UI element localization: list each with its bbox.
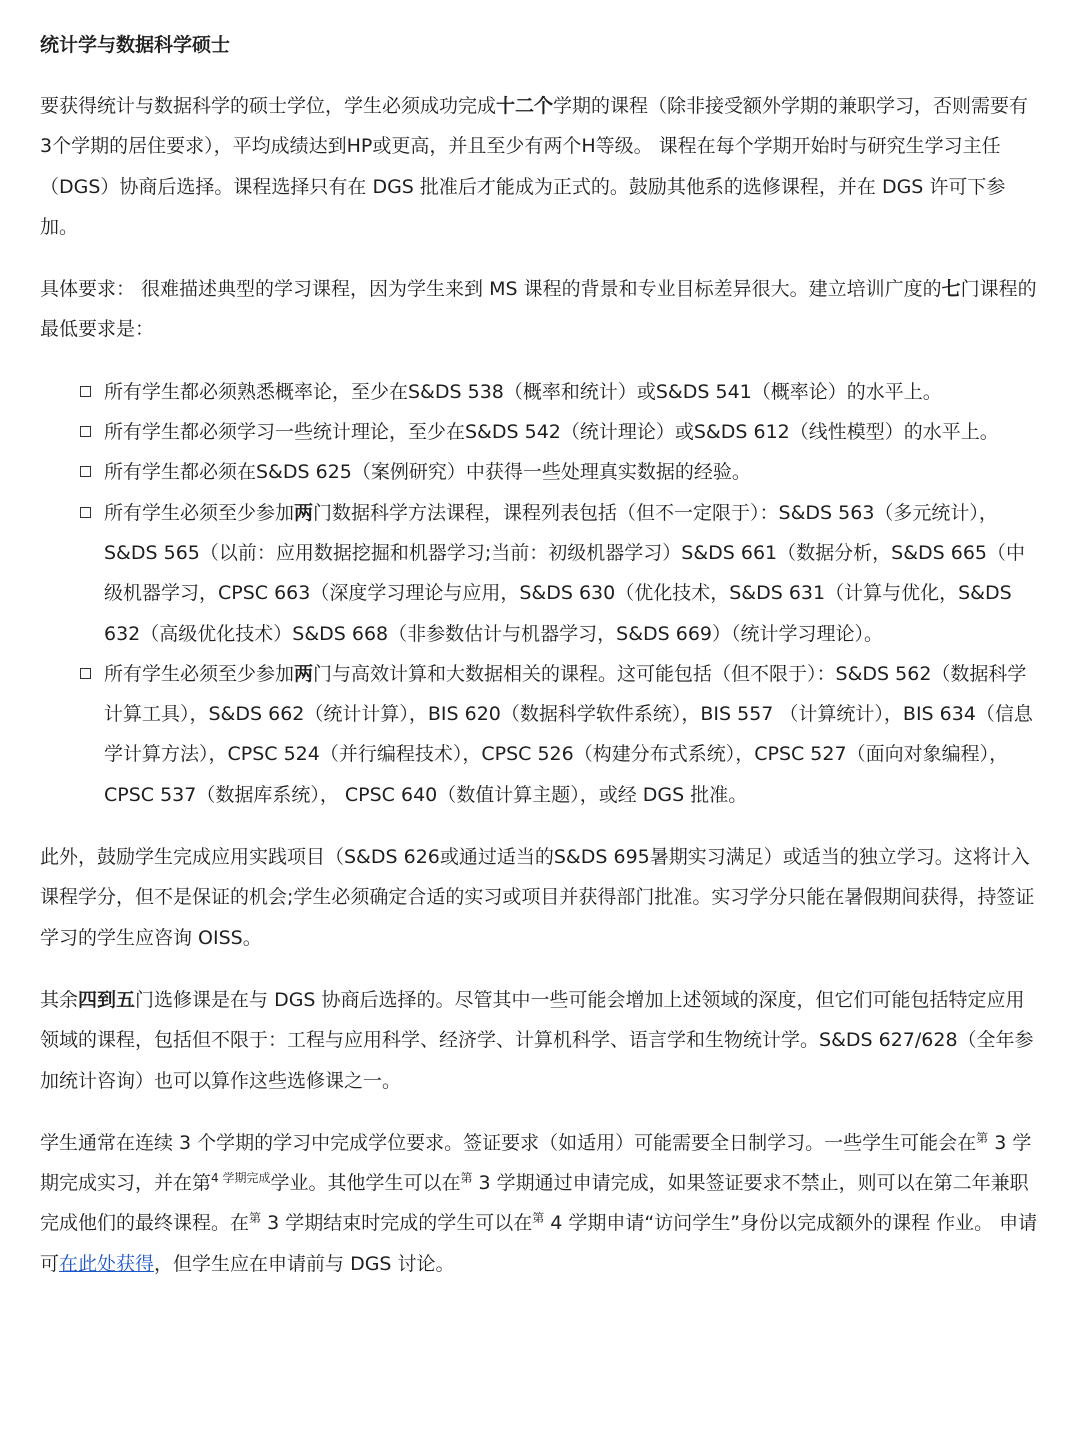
list-item: 所有学生都必须学习一些统计理论，至少在S&DS 542（统计理论）或S&DS 612（线性模型）的水平上。 [80,412,1040,452]
degree-requirements-paragraph: 要获得统计与数据科学的硕士学位，学生必须成功完成十二个学期的课程（除非接受额外学期的兼职学习，否则需要有3个学期的居住要求），平均成绩达到HP或更高，并且至少有两个H等级。 课程在每个学期开始时与研究生学习主任（DGS）协商后选择。课程选择只有在 DGS 批准后才能成为正式的。鼓励其他系的选修课程，并在 DGS 许可下参加。 [40,95,1029,238]
emphasis: 十二个 [496,95,554,117]
page-title: 统计学与数据科学硕士 [40,34,231,56]
list-item: 所有学生必须至少参加两门与高效计算和大数据相关的课程。这可能包括（但不限于）：S&DS 562（数据科学计算工具），S&DS 662（统计计算），BIS 620（数据科学软件系统），BIS 557 （计算统计），BIS 634（信息学计算方法），CPSC 524（并行编程技术），CPSC 526（构建分布式系统），CPSC 527（面向对象编程），CPSC 537（数据库系统）， CPSC 640（数值计算主题），或经 DGS 批准。 [80,654,1040,815]
application-link[interactable]: 在此处获得 [59,1252,155,1275]
emphasis: 四到五 [78,988,136,1011]
checkbox-bullet-icon [80,507,91,518]
checkbox-bullet-icon [80,386,91,397]
list-item: 所有学生必须至少参加两门数据科学方法课程，课程列表包括（但不一定限于）：S&DS 563（多元统计），S&DS 565（以前：应用数据挖掘和机器学习;当前：初级机器学习）S&DS 661（数据分析，S&DS 665（中级机器学习，CPSC 663（深度学习理论与应用，S&DS 630（优化技术，S&DS 631（计算与优化，S&DS 632（高级优化技术）S&DS 668（非参数估计与机器学习，S&DS 669）（统计学习理论）。 [80,493,1040,654]
emphasis: 七 [941,278,961,301]
practical-project-paragraph: 此外，鼓励学生完成应用实践项目（S&DS 626或通过适当的S&DS 695暑期实习满足）或适当的独立学习。这将计入课程学分，但不是保证的机会;学生必须确定合适的实习或项目并获得部门批准。实习学分只能在暑假期间获得，持签证学习的学生应咨询 OISS。 [40,846,1035,949]
electives-paragraph: 其余四到五门选修课是在与 DGS 协商后选择的。尽管其中一些可能会增加上述领域的深度，但它们可能包括特定应用领域的课程，包括但不限于：工程与应用科学、经济学、计算机科学、语言学和生物统计学。S&DS 627/628（全年参加统计咨询）也可以算作这些选修课之一。 [40,988,1034,1092]
specific-requirements-paragraph: 具体要求： 很难描述典型的学习课程，因为学生来到 MS 课程的背景和专业目标差异很大。建立培训广度的七门课程的最低要求是： [40,278,1037,341]
requirements-list [40,372,1040,815]
list-item: 所有学生都必须在S&DS 625（案例研究）中获得一些处理真实数据的经验。 [80,452,1040,492]
completion-paragraph: 学生通常在连续 3 个学期的学习中完成学位要求。签证要求（如适用）可能需要全日制学习。一些学生可能会在$^第$ 3 学期完成实习，并在第$^{4 学期完成}$学业。其他学生可以在$^第$ 3 学期通过申请完成，如果签证要求不禁止，则可以在第二年兼职完成他们的最终课程。在$^第$ 3 学期结束时完成的学生可以在$^第$ 4 学期申请“访问学生”身份以完成额外的课程 作业。 申请可在此处获得，但学生应在申请前与 DGS 讨论。 [40,1130,1038,1275]
list-item: 所有学生都必须熟悉概率论，至少在S&DS 538（概率和统计）或S&DS 541（概率论）的水平上。 [80,372,1040,412]
checkbox-bullet-icon [80,668,91,679]
checkbox-bullet-icon [80,426,91,437]
checkbox-bullet-icon [80,466,91,477]
